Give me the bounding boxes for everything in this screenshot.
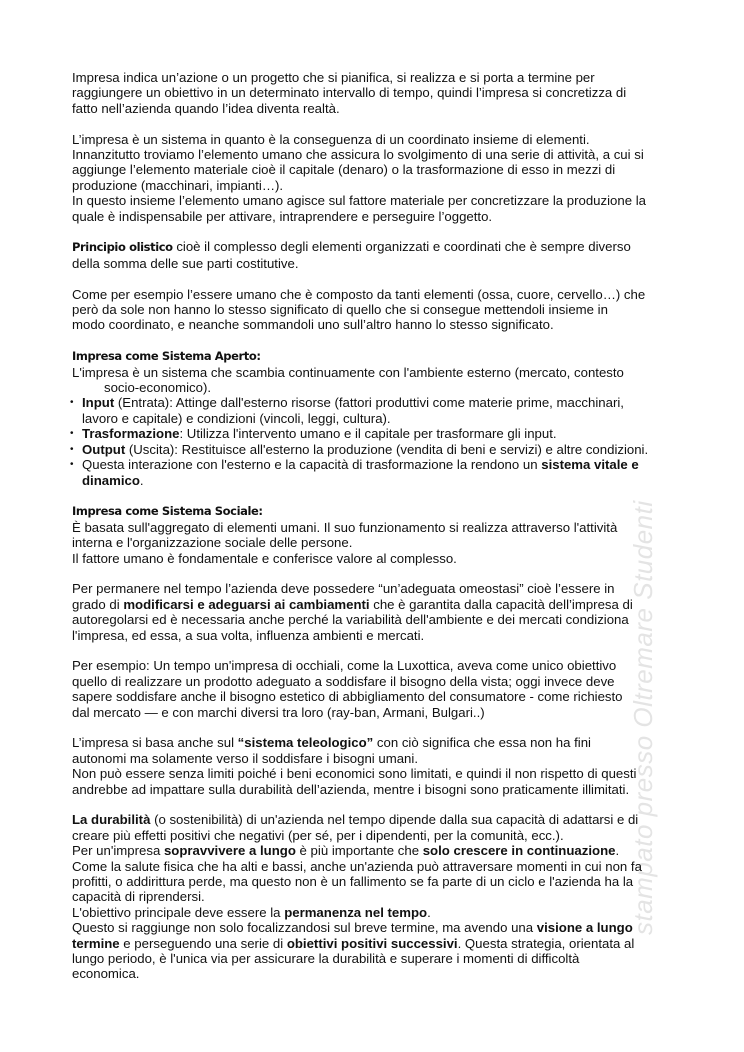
watermark: stampato presso Oltremare Studenti [628,500,658,935]
text: Non può essere senza limiti poiché i beni economici sono limitati, e quindi il non rispetto di questi [72,766,637,782]
bullet-icon: • [70,459,74,471]
bold-text: obiettivi positivi successivi [286,935,458,951]
text: che è garantita dalla capacità dell’impresa di [369,596,633,612]
bold-text: “sistema teleologico” [237,735,374,751]
document-body [72,70,682,997]
section-heading: Impresa come Sistema Sociale: [72,504,263,519]
text: creare più effetti positivi che negativi (per sé, per i dipendenti, per la comunità, ecc.). [72,827,564,843]
text: In questo insieme l’elemento umano agisce sul fattore materiale per concretizzare la produzione la [72,193,646,209]
text: (Entrata): Attinge dall'esterno risorse (fattori produttivi come materie prime, macchinari, [114,395,624,411]
bullet-item [72,442,682,457]
bold-text: sistema vitale e [541,457,639,473]
text-line [72,70,682,85]
text: Per un'impresa [72,843,164,859]
bold-text: La durabilità [72,812,151,828]
text: fatto nell’azienda quando l’idea diventa realtà. [72,100,340,116]
text: L'obiettivo principale deve essere la [72,904,285,920]
bold-text: Output [82,441,126,457]
text: socio-economico). [104,380,212,396]
text-line [72,132,682,147]
text: Questa interazione con l'esterno e la capacità di trasformazione la rendono un [82,457,542,473]
text: però da sole non hanno lo stesso significato di quello che si consegue mettendoli insieme in [72,302,608,318]
text-line [72,597,682,612]
text: è più importante che [295,843,423,859]
text: dal mercato — e con marchi diversi tra loro (ray-ban, Armani, Bulgari..) [72,704,485,720]
paragraph [72,287,682,333]
text-line [72,101,682,116]
text-line [72,812,682,827]
text: : Utilizza l'intervento umano e il capitale per trasformare gli input. [179,426,557,442]
text-line [72,751,682,766]
text: grado di [72,596,124,612]
paragraph [72,70,682,116]
text: Per permanere nel tempo l’azienda deve possedere “un’adeguata omeostasi” cioè l’essere in [72,581,615,597]
text-line [72,348,682,364]
text: autoregolarsi ed è necessaria anche perché la variabilità dell'ambiente e dei mercati condiziona [72,612,629,628]
bold-text: solo crescere in continuazione [422,843,616,859]
text-line [72,689,682,704]
text-line [72,535,682,550]
text-line [72,859,682,874]
bullet-icon: • [70,443,74,455]
text: e perseguendo una serie di [119,935,287,951]
text-line [72,628,682,643]
text-line [72,256,682,271]
text-line [72,193,682,208]
text-line [72,674,682,689]
text: È basata sull'aggregato di elementi umani. Il suo funzionamento si realizza attraverso l'attività [72,519,618,535]
text-line [72,302,682,317]
text: economica. [72,966,140,982]
text: della somma delle sue parti costitutive. [72,255,299,271]
text: aggiunge l’elemento materiale cioè il capitale (denaro) o la trasformazione di esso in mezzi di [72,162,616,178]
text-line [72,766,682,781]
bullet-item [72,426,682,441]
text-line [72,782,682,797]
bold-text: visione a lungo [536,920,633,936]
text-line [72,551,682,566]
text-line [72,178,682,193]
text: raggiungere un obiettivo in un determinato intervallo di tempo, quindi l’impresa si concretizza di [72,85,627,101]
text-line [72,287,682,302]
bold-text: permanenza nel tempo [284,904,428,920]
text-line [72,209,682,224]
text: . [139,472,144,488]
bullet-item [72,457,682,472]
text-line [72,581,682,596]
text: (Uscita): Restituisce all'esterno la produzione (vendita di beni e servizi) e altre condizioni. [125,441,649,457]
paragraph [72,812,682,981]
text: L'impresa è un sistema che scambia continuamente con l'ambiente esterno (mercato, contesto [72,364,624,380]
text-line [72,705,682,720]
text-line [72,843,682,858]
text: profitti, o addirittura perde, ma questo non è un fallimento se fa parte di un ciclo e l'azienda ha la [72,873,634,889]
text-line [72,162,682,177]
text: Impresa indica un’azione o un progetto che si pianifica, si realizza e si porta a termine per [72,70,595,85]
bullet-icon: • [70,428,74,440]
paragraph [72,132,682,224]
paragraph [72,658,682,720]
text-line [72,889,682,904]
text: . [427,904,431,920]
text-line [72,85,682,100]
bullet-item [72,395,682,410]
text: . Questa strategia, orientata al [457,935,635,951]
bold-text: dinamico [82,472,140,488]
text-line [72,735,682,750]
section-heading: Impresa come Sistema Aperto: [72,349,261,364]
text: Come per esempio l’essere umano che è composto da tanti elementi (ossa, cuore, cervello…) che [72,286,646,302]
paragraph [72,348,682,488]
text: Per esempio: Un tempo un'impresa di occhiali, come la Luxottica, aveva come unico obiettivo [72,658,617,674]
text: L’impresa si basa anche sul [72,735,238,751]
section-heading: Principio olistico [72,240,173,255]
text: quale è indispensabile per attivare, intraprendere e perseguire l’oggetto. [72,208,493,224]
text-line [72,473,682,488]
text-line [72,503,682,519]
text-line [72,905,682,920]
text-line [72,239,682,255]
text: produzione (macchinari, impianti…). [72,177,284,193]
text: capacità di riprendersi. [72,889,205,905]
text: interna e l'organizzazione sociale delle persone. [72,535,353,551]
text-line [72,520,682,535]
paragraph [72,735,682,797]
text: modo coordinato, e neanche sommandoli uno sull’altro hanno lo stesso significato. [72,317,554,333]
text-line [72,317,682,332]
bold-text: modificarsi e adeguarsi ai cambiamenti [123,596,370,612]
text: . [615,843,620,859]
text-line [72,147,682,162]
text: (o sostenibilità) di un'azienda nel tempo dipende dalla sua capacità di adattarsi e di [150,812,639,828]
text: lungo periodo, è l'unica via per assicurare la durabilità e superare i momenti di difficoltà [72,951,580,967]
text-line [72,365,682,380]
text-line [72,380,682,395]
bold-text: sopravvivere a lungo [163,843,296,859]
text-line [72,612,682,627]
text-line [72,828,682,843]
text-line [72,874,682,889]
text-line [72,411,682,426]
text-line [72,658,682,673]
text: autonomi ma solamente verso il soddisfare i bisogni umani. [72,750,418,766]
text-line [72,951,682,966]
text: andrebbe ad impattare sulla durabilità dell’azienda, mentre i bisogni sono praticamente illimitati. [72,781,630,797]
text: Come la salute fisica che ha alti e bassi, anche un'azienda può attraversare momenti in cui non fa [72,858,642,874]
text: L’impresa è un sistema in quanto è la conseguenza di un coordinato insieme di elementi. [72,131,590,147]
bold-text: Trasformazione [82,426,180,442]
text: Questo si raggiunge non solo focalizzandosi sul breve termine, ma avendo una [72,920,537,936]
text: sapere soddisfare anche il bisogno estetico di abbigliamento del consumatore - come richiesto [72,689,623,705]
text-line [72,936,682,951]
text-line [72,966,682,981]
bullet-icon: • [70,397,74,409]
paragraph [72,581,682,643]
text: con ciò significa che essa non ha fini [373,735,591,751]
text: l'impresa, ed essa, a sua volta, influenza ambienti e mercati. [72,627,425,643]
text: cioè il complesso degli elementi organizzati e coordinati che è sempre diverso [172,239,631,255]
paragraph [72,239,682,271]
text: lavoro e capitale) e condizioni (vincoli, leggi, cultura). [82,410,391,426]
text: quello di realizzare un prodotto adeguato a soddisfare il bisogno della vista; oggi invece deve [72,673,615,689]
text: Il fattore umano è fondamentale e conferisce valore al complesso. [72,550,457,566]
bold-text: Input [82,395,115,411]
paragraph [72,503,682,566]
bold-text: termine [72,935,120,951]
text-line [72,920,682,935]
text: Innanzitutto troviamo l’elemento umano che assicura lo svolgimento di una serie di attività, a cui si [72,147,644,163]
